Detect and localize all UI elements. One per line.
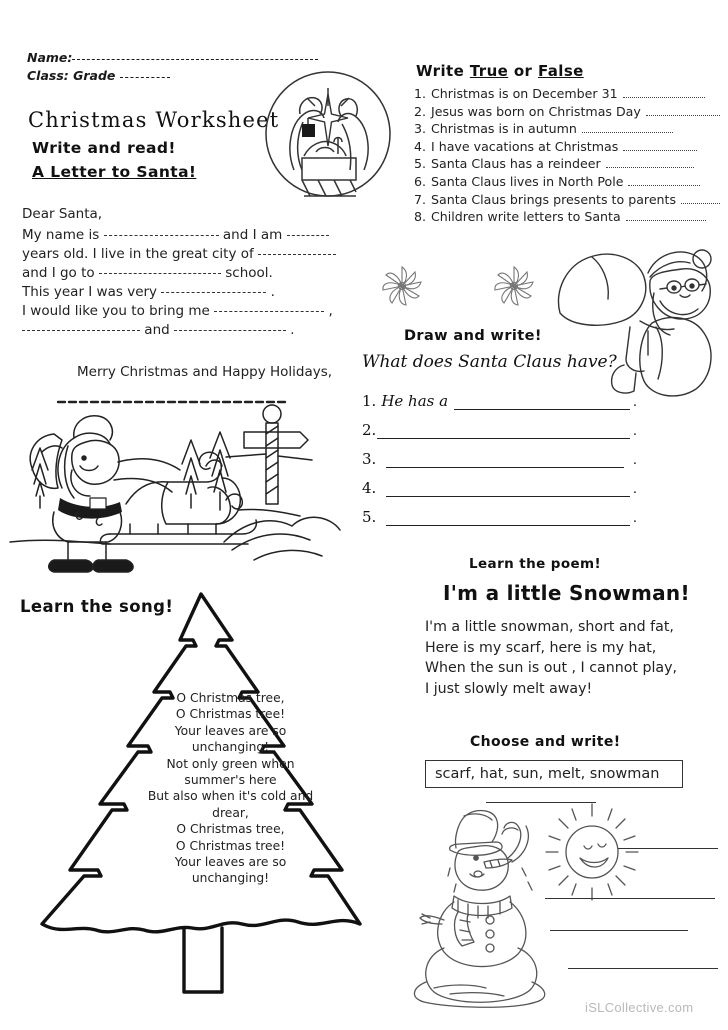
snowman-label-line-scarf[interactable] bbox=[545, 898, 715, 899]
letter-closing: Merry Christmas and Happy Holidays, bbox=[77, 364, 333, 380]
dw-number-5: 5. bbox=[362, 508, 377, 526]
letter-line-2-text-a: years old. I live in the great city of bbox=[22, 246, 254, 262]
tf-row-4[interactable] bbox=[414, 138, 720, 156]
tf-number-7: 7. bbox=[414, 191, 427, 207]
tf-number-6: 6. bbox=[414, 173, 427, 189]
letter-line-1-text-b: and I am bbox=[222, 227, 283, 243]
letter-blank-age[interactable] bbox=[287, 226, 329, 236]
letter-blank-gift-2[interactable] bbox=[22, 321, 140, 331]
draw-and-write-question: What does Santa Claus have? bbox=[362, 352, 617, 372]
snowman-label-line-melt[interactable] bbox=[568, 968, 718, 969]
tf-row-6[interactable] bbox=[414, 173, 720, 191]
letter-line-3 bbox=[22, 264, 352, 283]
letter-blank-school[interactable] bbox=[99, 264, 221, 274]
song-line-7: But also when it's cold and bbox=[147, 789, 314, 804]
tf-answer-blank-1[interactable] bbox=[623, 86, 705, 98]
tf-row-3[interactable] bbox=[414, 120, 720, 138]
letter-line-6: and . bbox=[22, 321, 352, 340]
tf-row-1[interactable] bbox=[414, 85, 720, 103]
letter-line-4-text-a: This year I was very bbox=[22, 284, 158, 300]
tf-answer-blank-8[interactable] bbox=[626, 209, 706, 221]
dw-period-4: . bbox=[632, 482, 637, 497]
poem-line-3: When the sun is out , I cannot play, bbox=[425, 660, 678, 676]
dw-answer-line-5[interactable] bbox=[386, 513, 630, 526]
tf-number-4: 4. bbox=[414, 138, 427, 154]
poem-line-4: I just slowly melt away! bbox=[425, 680, 593, 697]
tf-text-2: Jesus was born on Christmas Day bbox=[431, 103, 641, 119]
choose-and-write-heading: Choose and write! bbox=[470, 734, 621, 750]
dw-answer-line-3[interactable] bbox=[386, 455, 624, 468]
poem-line-1: I'm a little snowman, short and fat, bbox=[425, 619, 674, 635]
tf-title-mid: or bbox=[508, 62, 538, 80]
name-write-line[interactable] bbox=[72, 59, 318, 60]
melting-snowman-illustration bbox=[420, 796, 650, 986]
song-line-4: unchanging! bbox=[191, 740, 270, 755]
dw-lead-1: He has a bbox=[381, 392, 449, 410]
tf-number-1: 1. bbox=[414, 86, 427, 101]
tf-answer-blank-5[interactable] bbox=[606, 156, 694, 168]
true-false-heading bbox=[416, 62, 584, 80]
dw-row-1[interactable] bbox=[362, 384, 637, 410]
letter-line-5-text-a: I would like you to bring me bbox=[22, 303, 210, 319]
tf-text-3: Christmas is in autumn bbox=[431, 121, 577, 137]
letter-line-6-text-b: and bbox=[144, 322, 170, 338]
tf-answer-blank-4[interactable] bbox=[623, 139, 697, 151]
letter-blank-behaviour[interactable] bbox=[161, 283, 266, 293]
nativity-scene-illustration bbox=[260, 66, 396, 202]
dw-row-2[interactable] bbox=[362, 413, 637, 439]
class-label: Class: Grade bbox=[27, 68, 116, 83]
song-line-11: Your leaves are so bbox=[174, 855, 287, 870]
tf-text-5: Santa Claus has a reindeer bbox=[431, 156, 601, 172]
tf-text-6: Santa Claus lives in North Pole bbox=[431, 173, 624, 189]
letter-blank-gift-1[interactable] bbox=[214, 302, 324, 312]
instruction-write-and-read: Write and read! bbox=[32, 139, 176, 157]
tf-row-5[interactable] bbox=[414, 155, 720, 173]
dw-number-3: 3. bbox=[362, 450, 377, 468]
tf-row-8[interactable] bbox=[414, 208, 720, 226]
dw-number-1: 1. bbox=[362, 392, 377, 410]
dw-row-5[interactable] bbox=[362, 500, 637, 526]
tf-number-8: 8. bbox=[414, 209, 427, 225]
letter-line-2 bbox=[22, 245, 352, 264]
song-line-12: unchanging! bbox=[191, 871, 270, 886]
tf-answer-blank-7[interactable] bbox=[681, 192, 720, 204]
tf-row-7[interactable] bbox=[414, 191, 720, 209]
learn-the-song-heading: Learn the song! bbox=[20, 597, 174, 616]
song-line-6: summer's here bbox=[184, 773, 277, 788]
song-line-9: O Christmas tree, bbox=[176, 822, 285, 837]
snowman-label-line-hat[interactable] bbox=[486, 802, 596, 803]
song-line-2: O Christmas tree! bbox=[175, 707, 286, 722]
tf-title-prefix: Write bbox=[416, 62, 470, 80]
dw-period-2: . bbox=[632, 424, 637, 439]
letter-line-1 bbox=[22, 226, 352, 245]
snowman-label-line-sun[interactable] bbox=[618, 848, 718, 849]
dw-row-4[interactable] bbox=[362, 471, 637, 497]
tf-number-5: 5. bbox=[414, 156, 427, 172]
song-line-3: Your leaves are so bbox=[174, 723, 287, 738]
tf-number-3: 3. bbox=[414, 121, 427, 137]
dw-number-2: 2. bbox=[362, 421, 377, 439]
song-line-8: drear, bbox=[212, 805, 249, 820]
dw-period-3: . bbox=[632, 453, 637, 468]
dw-answer-line-1[interactable] bbox=[454, 397, 630, 410]
word-bank-box[interactable] bbox=[425, 760, 683, 788]
tf-answer-blank-3[interactable] bbox=[582, 121, 673, 133]
learn-the-poem-heading: Learn the poem! bbox=[469, 556, 602, 572]
name-label: Name: bbox=[27, 50, 73, 65]
tf-row-2[interactable] bbox=[414, 103, 720, 121]
dw-period-1: . bbox=[632, 395, 637, 410]
santa-with-sack-illustration bbox=[552, 243, 724, 403]
dw-row-3[interactable] bbox=[362, 442, 637, 468]
letter-line-5 bbox=[22, 302, 352, 321]
tf-answer-blank-6[interactable] bbox=[628, 174, 700, 186]
poem-line-2: Here is my scarf, here is my hat, bbox=[425, 639, 657, 656]
poem-title: I'm a little Snowman! bbox=[443, 581, 690, 605]
poinsettia-icon-right bbox=[490, 262, 538, 310]
dw-answer-line-4[interactable] bbox=[386, 484, 630, 497]
tf-answer-blank-2[interactable] bbox=[646, 104, 720, 116]
letter-blank-gift-3[interactable] bbox=[174, 321, 286, 331]
poinsettia-icon-left bbox=[378, 262, 426, 310]
draw-and-write-answer-list bbox=[362, 384, 637, 526]
letter-blank-name[interactable] bbox=[104, 226, 219, 236]
draw-and-write-heading: Draw and write! bbox=[404, 328, 542, 344]
tf-text-4: I have vacations at Christmas bbox=[431, 138, 619, 154]
dw-answer-line-2[interactable] bbox=[377, 426, 630, 439]
song-line-10: O Christmas tree! bbox=[175, 838, 286, 853]
santa-sleigh-illustration bbox=[10, 392, 340, 572]
poem-lines bbox=[425, 617, 677, 699]
tf-text-1: Christmas is on December 31 bbox=[431, 86, 618, 101]
tf-title-true: True bbox=[469, 62, 509, 80]
true-false-list bbox=[414, 85, 720, 226]
letter-line-3-text-a: and I go to bbox=[22, 265, 95, 281]
tf-text-8: Children write letters to Santa bbox=[431, 209, 621, 225]
dw-number-4: 4. bbox=[362, 479, 377, 497]
letter-line-4-text-b: . bbox=[270, 284, 275, 300]
letter-line-3-text-b: school. bbox=[225, 265, 273, 281]
letter-line-5-text-b: , bbox=[328, 303, 333, 319]
song-lyrics bbox=[128, 690, 333, 887]
word-bank-text: scarf, hat, sun, melt, snowman bbox=[435, 766, 660, 782]
instruction-letter-to-santa: A Letter to Santa! bbox=[32, 163, 197, 181]
dw-period-5: . bbox=[632, 511, 637, 526]
class-write-line[interactable] bbox=[120, 77, 170, 78]
snowman-label-line-snowman[interactable] bbox=[550, 930, 688, 931]
song-line-1: O Christmas tree, bbox=[176, 691, 285, 705]
tf-text-7: Santa Claus brings presents to parents bbox=[431, 191, 677, 207]
song-line-5: Not only green when bbox=[166, 756, 295, 771]
letter-salutation: Dear Santa, bbox=[22, 206, 103, 222]
letter-body bbox=[22, 205, 352, 383]
name-field-row bbox=[27, 50, 318, 65]
class-field-row bbox=[27, 68, 170, 83]
letter-blank-city[interactable] bbox=[258, 245, 336, 255]
tf-title-false: False bbox=[537, 62, 584, 80]
tf-number-2: 2. bbox=[414, 103, 427, 119]
page-title: Christmas Worksheet bbox=[28, 108, 280, 132]
letter-line-4 bbox=[22, 283, 352, 302]
letter-line-1-text-a: My name is bbox=[22, 227, 100, 243]
footer-watermark: iSLCollective.com bbox=[585, 1000, 694, 1015]
